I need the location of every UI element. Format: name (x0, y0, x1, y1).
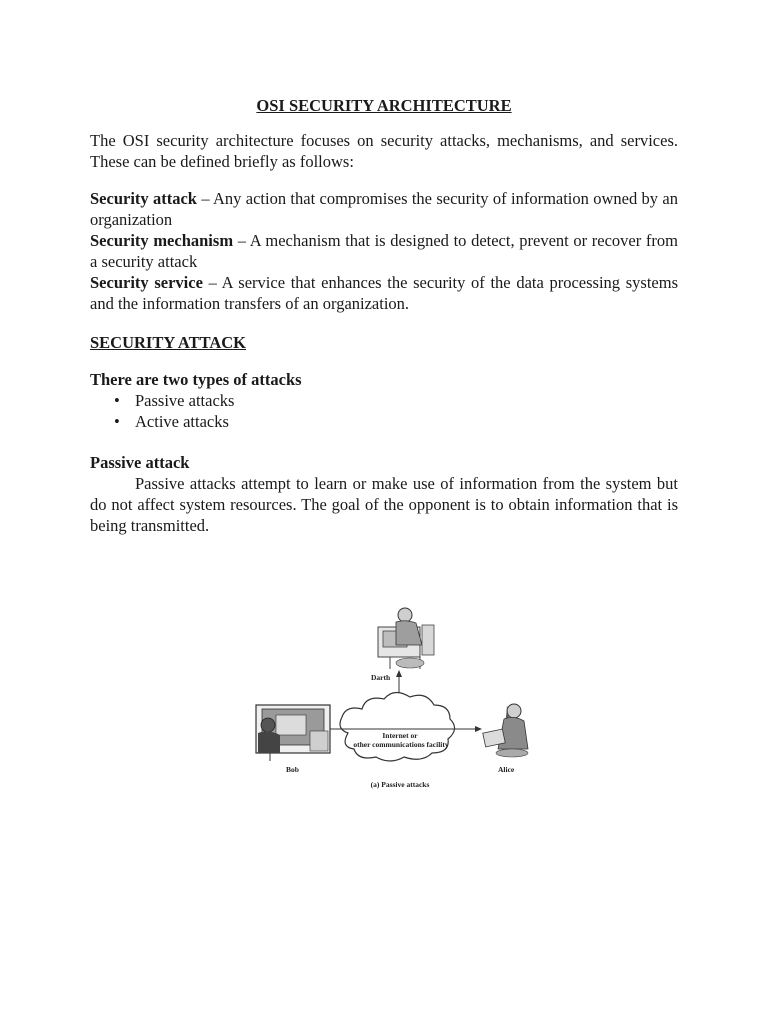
arrow-head-icon (396, 670, 402, 677)
definition-text: – A service that enhances the security of the data processing systems and the information transfers of an organization. (90, 273, 678, 313)
section-heading-security-attack: SECURITY ATTACK (90, 333, 247, 352)
list-item (90, 390, 678, 411)
darth-person-icon (378, 608, 434, 669)
cloud-label-line2: other communications facility (353, 740, 449, 749)
list-item-label: Active attacks (135, 412, 229, 431)
intro-paragraph: The OSI security architecture focuses on security attacks, mechanisms, and services. These can be defined briefly as follows: (90, 131, 678, 171)
passive-attack-paragraph: Passive attacks attempt to learn or make use of information from the system but do not affect system resources. The goal of the opponent is to obtain information that is being transmitted. (90, 474, 678, 535)
cloud-label-line1: Internet or (382, 731, 418, 740)
definition-security-service (90, 272, 678, 314)
figure-caption: (a) Passive attacks (370, 780, 430, 789)
arrow-head-icon (475, 726, 482, 732)
definition-text: – Any action that compromises the security of information owned by an organization (90, 189, 678, 229)
definition-term: Security attack (90, 189, 197, 208)
definition-security-attack (90, 188, 678, 230)
passive-attack-heading: Passive attack (90, 453, 190, 472)
definition-text: – A mechanism that is designed to detect, prevent or recover from a security attack (90, 231, 678, 271)
definition-term: Security mechanism (90, 231, 234, 250)
document-page (90, 95, 678, 536)
bob-person-icon (256, 705, 330, 761)
types-heading: There are two types of attacks (90, 370, 302, 389)
passive-attack-figure (250, 605, 540, 795)
bullet-icon: • (114, 412, 120, 431)
page-title: OSI SECURITY ARCHITECTURE (256, 96, 512, 115)
internet-cloud-icon (340, 692, 455, 761)
definition-security-mechanism (90, 230, 678, 272)
darth-label: Darth (371, 673, 391, 682)
list-item-label: Passive attacks (135, 391, 235, 410)
bullet-icon: • (114, 391, 120, 410)
bob-label: Bob (286, 765, 299, 774)
list-item (90, 411, 678, 432)
definition-term: Security service (90, 273, 203, 292)
alice-person-icon (483, 704, 528, 757)
attack-types-list (90, 390, 678, 432)
alice-label: Alice (498, 765, 515, 774)
